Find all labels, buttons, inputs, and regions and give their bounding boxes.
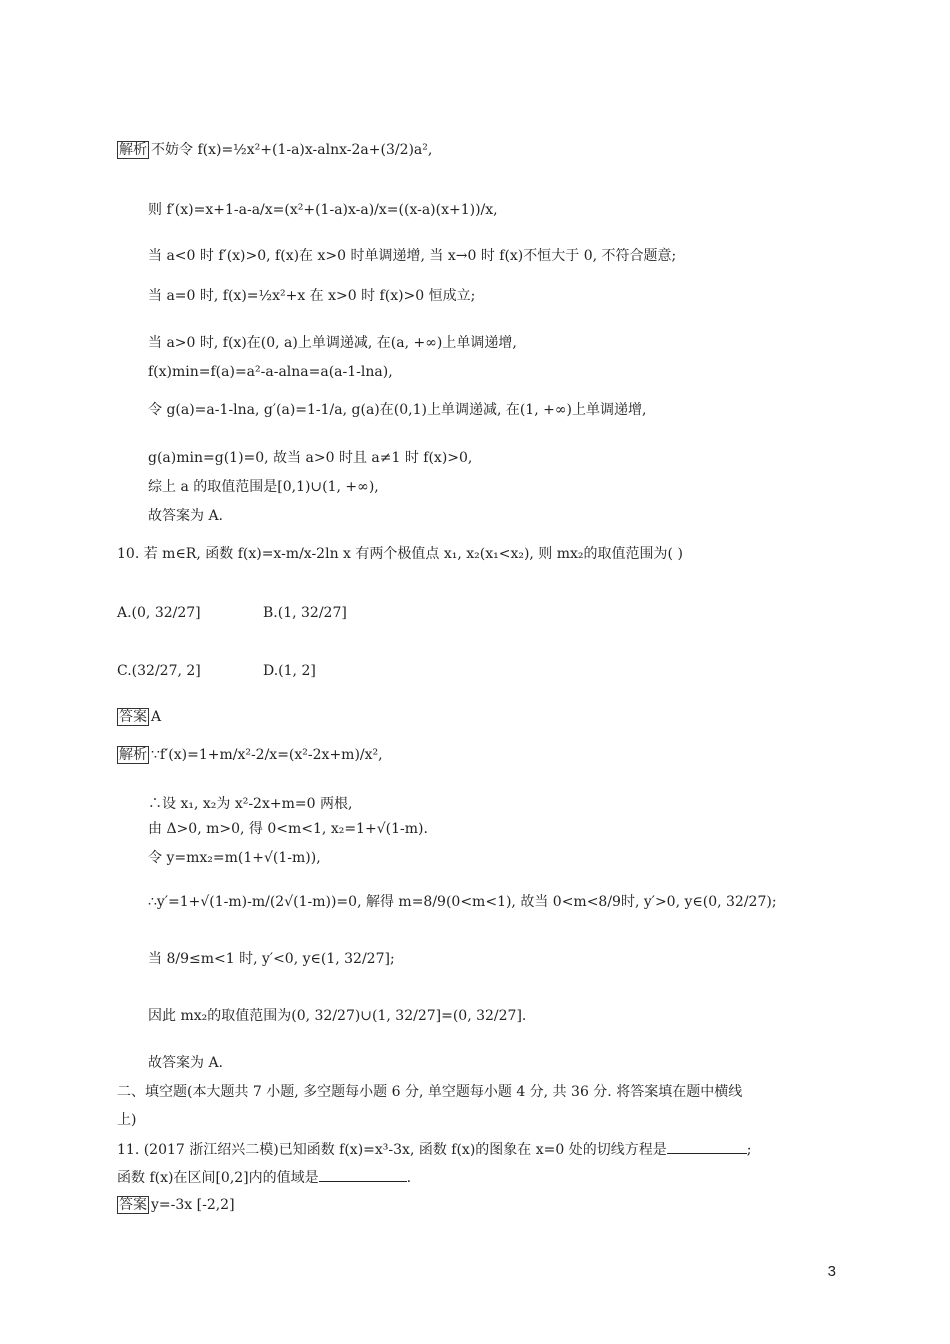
analysis-10-line-5: ∴y′=1+√(1-m)-m/(2√(1-m))=0, 解得 m=8/9(0<m<1), 故当 0<m<8/9时, y′>0, y∈(0, 32/27); [148,894,777,910]
answer-line-11 [117,1195,235,1215]
analysis-10-line-1 [117,745,383,765]
analysis-10-line-4: 令 y=mx₂=m(1+√(1-m)), [148,850,321,866]
analysis-line-8: g(a)min=g(1)=0, 故当 a>0 时且 a≠1 时 f(x)>0, [148,450,473,466]
punct: ; [746,1142,752,1158]
answer-value: y=-3x [-2,2] [151,1197,235,1213]
analysis-line-5: 当 a>0 时, f(x)在(0, a)上单调递减, 在(a, +∞)上单调递增, [148,335,517,351]
analysis-line-7: 令 g(a)=a-1-lna, g′(a)=1-1/a, g(a)在(0,1)上单调递减, 在(1, +∞)上单调递增, [148,402,647,418]
question-11-text: 11. (2017 浙江绍兴二模)已知函数 f(x)=x³-3x, 函数 f(x)的图象在 x=0 处的切线方程是 [117,1142,667,1158]
question-11-text-2: 函数 f(x)在区间[0,2]内的值域是 [117,1170,319,1186]
option-b: B.(1, 32/27] [263,605,347,621]
analysis-line-6: f(x)min=f(a)=a²-a-alna=a(a-1-lna), [148,364,393,380]
section-heading: 二、填空题(本大题共 7 小题, 多空题每小题 6 分, 单空题每小题 4 分, 共 36 分. 将答案填在题中横线 [117,1084,743,1100]
option-d: D.(1, 2] [263,663,316,679]
analysis-10-line-2: ∴设 x₁, x₂为 x²-2x+m=0 两根, [148,796,353,812]
option-a: A.(0, 32/27] [117,605,201,621]
analysis-10-line-3: 由 Δ>0, m>0, 得 0<m<1, x₂=1+√(1-m). [148,821,428,837]
page-number: 3 [827,1263,836,1280]
answer-blank-2[interactable] [319,1167,407,1182]
question-10-stem: 10. 若 m∈R, 函数 f(x)=x-m/x-2ln x 有两个极值点 x₁, x₂(x₁<x₂), 则 mx₂的取值范围为( ) [117,546,683,562]
daan-label: 答案 [119,1197,147,1213]
answer-line-10 [117,707,161,727]
section-heading-cont: 上) [117,1112,137,1128]
analysis-10-line-8: 故答案为 A. [148,1055,224,1071]
analysis-line-3: 当 a<0 时 f′(x)>0, f(x)在 x>0 时单调递增, 当 x→0 时 f(x)不恒大于 0, 不符合题意; [148,248,677,264]
analysis-text: ∵f′(x)=1+m/x²-2/x=(x²-2x+m)/x², [151,747,383,763]
jiexi-label: 解析 [119,747,147,763]
analysis-line-1 [117,140,432,160]
punct: . [406,1170,412,1186]
analysis-10-line-6: 当 8/9≤m<1 时, y′<0, y∈(1, 32/27]; [148,951,395,967]
daan-label: 答案 [119,709,147,725]
answer-blank-1[interactable] [667,1139,747,1154]
analysis-line-2: 则 f′(x)=x+1-a-a/x=(x²+(1-a)x-a)/x=((x-a)(x+1))/x, [148,202,498,218]
question-11-line-2 [117,1167,411,1188]
analysis-line-4: 当 a=0 时, f(x)=½x²+x 在 x>0 时 f(x)>0 恒成立; [148,288,476,304]
analysis-line-10: 故答案为 A. [148,508,224,524]
option-c: C.(32/27, 2] [117,663,201,679]
answer-value: A [151,709,162,725]
question-11-line-1 [117,1139,751,1160]
analysis-text: 不妨令 f(x)=½x²+(1-a)x-alnx-2a+(3/2)a², [151,142,433,158]
analysis-line-9: 综上 a 的取值范围是[0,1)∪(1, +∞), [148,479,379,495]
jiexi-label: 解析 [119,142,147,158]
analysis-10-line-7: 因此 mx₂的取值范围为(0, 32/27)∪(1, 32/27]=(0, 32/27]. [148,1008,527,1024]
